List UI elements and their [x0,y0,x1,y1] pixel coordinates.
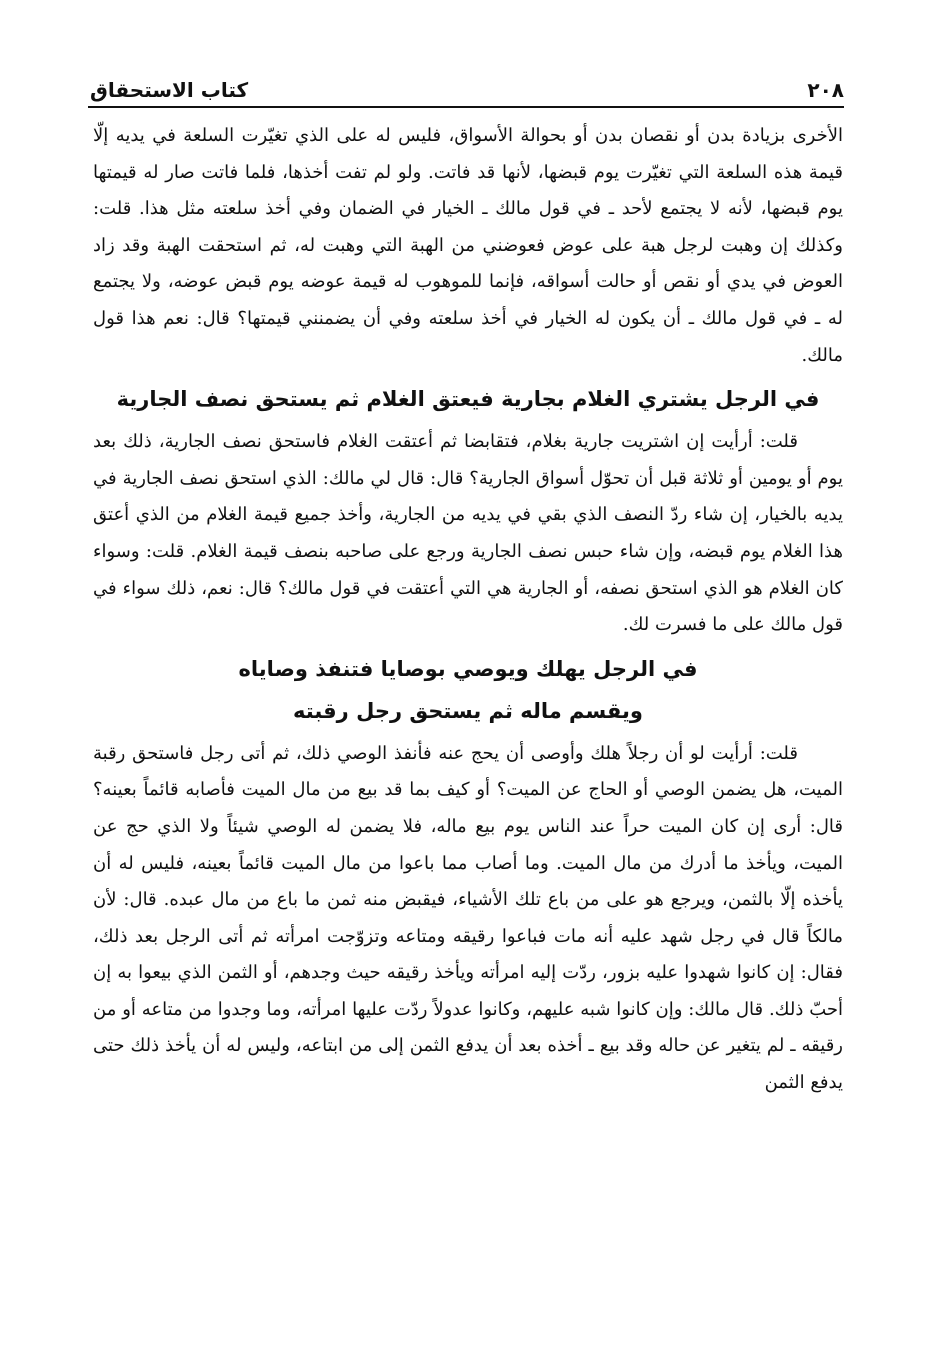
paragraph-bequest: قلت: أرأيت لو أن رجلاً هلك وأوصى أن يحج عنه فأنفذ الوصي ذلك، ثم أتى رجل فاستحق رقبة الميت، هل يضمن الوصي أو الحاج عن الميت؟ أو كيف بما قد بيع من مال الميت فأصابه قائماً بعينه؟ قال: أرى إن كان الميت حراً عند الناس يوم بيع ماله، فلا يضمن له الوصي شيئاً ولا الذي حج عن الميت، ويأخذ ما أدرك من مال الميت. وما أصاب مما باعوا من مال الميت قائماً بعينه، فليس له أن يأخذه إلّا بالثمن، ويرجع هو على من باع تلك الأشياء، فيقبض منه ثمن ما باع من مال عبده. قال: لأن مالكاً قال في رجل شهد عليه أنه مات فباعوا رقيقه ومتاعه وتزوّجت امرأته ثم أتى الرجل بعد ذلك، فقال: إن كانوا شهدوا عليه بزور، ردّت إليه امرأته ويأخذ رقيقه حيث وجدهم، أو الثمن الذي بيعوا به إن أحبّ ذلك. قال مالك: وإن كانوا شبه عليهم، وكانوا عدولاً ردّت عليها امرأته، وما وجدوا من متاعه أو من رقيقه ـ لم يتغير عن حاله وقد بيع ـ أخذه بعد أن يدفع الثمن إلى من ابتاعه، وليس له أن يأخذ ذلك حتى يدفع الثمن [93,742,843,1094]
paragraph-continuation: الأخرى بزيادة بدن أو نقصان بدن أو بحوالة الأسواق، فليس له على الذي تغيّرت السلعة في يديه إلّا قيمة هذه السلعة التي تغيّرت يوم قبضها، لأنها قد فاتت. ولو لم تفت أخذها، فلما فاتت صار له قيمتها يوم قبضها، لأنه لا يجتمع لأحد ـ في قول مالك ـ الخيار في الضمان وفي أخذ سلعته مثل هذا. قلت: وكذلك إن وهبت لرجل هبة على عوض فعوضني من الهبة التي وهبت له، ثم استحقت الهبة وقد زاد العوض في يدي أو نقص أو حالت أسواقه، فإنما للموهوب له قيمة عوضه يوم قبض عوضه، ولا يجتمع له ـ في قول مالك ـ أن يكون له الخيار في أخذ سلعته وفي أن يضمنني قيمتها؟ قال: نعم هذا قول مالك. [93,125,843,366]
header-rule [88,106,844,108]
page-number: ٢٠٨ [807,78,844,102]
section-title-bequest [93,648,843,732]
paragraph-slave-exchange: قلت: أرأيت إن اشتريت جارية بغلام، فتقابضا ثم أعتقت الغلام فاستحق نصف الجارية، ذلك بعد يوم أو يومين أو ثلاثة قبل أن تحوّل أسواق الجارية؟ قال: قال لي مالك: الذي استحق نصف الجارية في يديه بالخيار، إن شاء ردّ النصف الذي بقي في يديه من الجارية، وأخذ جميع قيمة الغلام من الذي أعتق هذا الغلام يوم قبضه، وإن شاء حبس نصف الجارية ورجع على صاحبه بنصف قيمة الغلام. قلت: وسواء كان الغلام هو الذي استحق نصفه، أو الجارية هي التي أعتقت في قول مالك؟ قال: نعم، ذلك سواء في قول مالك على ما فسرت لك. [93,431,843,636]
section-title-line: في الرجل يهلك ويوصي بوصايا فتنفذ وصاياه [238,656,698,681]
running-header [90,62,844,102]
book-title: كتاب الاستحقاق [90,78,249,102]
section-title-slave-exchange [93,378,843,420]
body-text [93,118,843,1102]
section-title-line: ويقسم ماله ثم يستحق رجل رقبته [293,698,643,723]
section-title-line: في الرجل يشتري الغلام بجارية فيعتق الغلام ثم يستحق نصف الجارية [116,387,820,412]
